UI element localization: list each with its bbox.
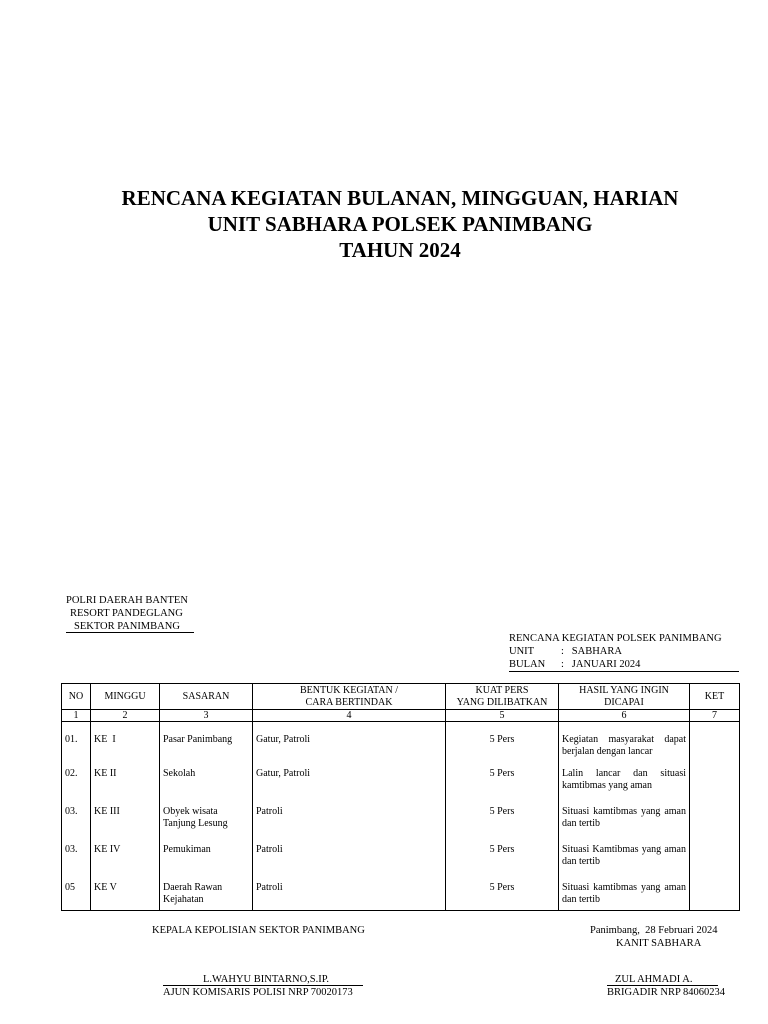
cell-minggu: KE IV: [91, 844, 160, 882]
plan-heading: RENCANA KEGIATAN POLSEK PANIMBANG: [509, 633, 722, 644]
column-number: 1: [62, 710, 91, 722]
cell-hasil: Situasi kamtibmas yang aman dan tertib: [559, 806, 690, 844]
column-number: 2: [91, 710, 160, 722]
plan-unit-label: UNIT: [509, 646, 535, 657]
cell-ket: [690, 768, 740, 806]
header-ket: KET: [690, 684, 740, 710]
cell-bentuk: Patroli: [253, 844, 446, 882]
cell-pers: 5 Pers: [446, 882, 559, 911]
cell-sasaran: Sekolah: [160, 768, 253, 806]
org-line-1: POLRI DAERAH BANTEN: [66, 595, 188, 606]
cell-bentuk: Patroli: [253, 806, 446, 844]
column-number: 3: [160, 710, 253, 722]
cell-no: 01.: [62, 722, 91, 769]
document-title-line-1: RENCANA KEGIATAN BULANAN, MINGGUAN, HARIAN: [121, 186, 679, 210]
signature-left-name: L.WAHYU BINTARNO,S.IP.: [203, 974, 330, 985]
column-number: 6: [559, 710, 690, 722]
signature-left-title: KEPALA KEPOLISIAN SEKTOR PANIMBANG: [152, 925, 365, 936]
cell-bentuk: Gatur, Patroli: [253, 768, 446, 806]
header-hasil-line-2: DICAPAI: [604, 696, 644, 708]
cell-ket: [690, 882, 740, 911]
cell-sasaran: Pasar Panimbang: [160, 722, 253, 769]
header-kuat-pers: [446, 684, 559, 710]
signature-right-title: KANIT SABHARA: [616, 938, 702, 949]
cell-hasil: Situasi kamtibmas yang aman dan tertib: [559, 882, 690, 911]
header-bentuk-line-2: CARA BERTINDAK: [305, 696, 393, 708]
header-kuat-line-1: KUAT PERS: [475, 684, 529, 696]
header-kuat-line-2: YANG DILIBATKAN: [456, 696, 548, 708]
cell-minggu: KE II: [91, 768, 160, 806]
header-no: NO: [62, 684, 91, 710]
column-number: 5: [446, 710, 559, 722]
cell-hasil: Kegiatan masyarakat dapat berjalan dengan lancar: [559, 722, 690, 769]
cell-hasil: Lalin lancar dan situasi kamtibmas yang aman: [559, 768, 690, 806]
cell-no: 02.: [62, 768, 91, 806]
header-hasil-line-1: HASIL YANG INGIN: [579, 684, 669, 696]
table-row: [62, 806, 740, 844]
header-minggu: MINGGU: [91, 684, 160, 710]
signature-left-rank: AJUN KOMISARIS POLISI NRP 70020173: [163, 987, 353, 998]
cell-no: 03.: [62, 806, 91, 844]
column-number: 4: [253, 710, 446, 722]
cell-no: 05: [62, 882, 91, 911]
activity-plan-table: [61, 683, 740, 911]
table-row: [62, 722, 740, 769]
plan-unit-value: : SABHARA: [561, 646, 622, 657]
signature-right-rank: BRIGADIR NRP 84060234: [607, 987, 726, 998]
table-row: [62, 882, 740, 911]
cell-no: 03.: [62, 844, 91, 882]
cell-hasil: Situasi Kamtibmas yang aman dan tertib: [559, 844, 690, 882]
org-line-2: RESORT PANDEGLANG: [70, 608, 183, 619]
cell-sasaran: Obyek wisata Tanjung Lesung: [160, 806, 253, 844]
column-number: 7: [690, 710, 740, 722]
header-hasil: [559, 684, 690, 710]
cell-bentuk: Gatur, Patroli: [253, 722, 446, 769]
document-title-line-2: UNIT SABHARA POLSEK PANIMBANG: [207, 212, 593, 236]
cell-minggu: KE III: [91, 806, 160, 844]
cell-pers: 5 Pers: [446, 722, 559, 769]
plan-bulan-label: BULAN: [509, 659, 546, 670]
cell-pers: 5 Pers: [446, 844, 559, 882]
org-line-3: SEKTOR PANIMBANG: [74, 621, 180, 632]
cell-pers: 5 Pers: [446, 806, 559, 844]
cell-ket: [690, 722, 740, 769]
signature-right-place-date: Panimbang, 28 Februari 2024: [590, 925, 718, 936]
cell-ket: [690, 844, 740, 882]
header-bentuk-line-1: BENTUK KEGIATAN /: [299, 684, 399, 696]
document-title-line-3: TAHUN 2024: [339, 238, 461, 262]
header-sasaran: SASARAN: [160, 684, 253, 710]
cell-ket: [690, 806, 740, 844]
cell-pers: 5 Pers: [446, 768, 559, 806]
cell-bentuk: Patroli: [253, 882, 446, 911]
cell-sasaran: Pemukiman: [160, 844, 253, 882]
org-underline: [66, 632, 194, 633]
cell-sasaran: Daerah Rawan Kejahatan: [160, 882, 253, 911]
header-bentuk-kegiatan: [253, 684, 446, 710]
plan-info-underline: [509, 671, 739, 672]
cell-minggu: KE I: [91, 722, 160, 769]
cell-minggu: KE V: [91, 882, 160, 911]
plan-bulan-value: : JANUARI 2024: [561, 659, 641, 670]
signature-right-name: ZUL AHMADI A.: [615, 974, 693, 985]
table-row: [62, 844, 740, 882]
table-row: [62, 768, 740, 806]
